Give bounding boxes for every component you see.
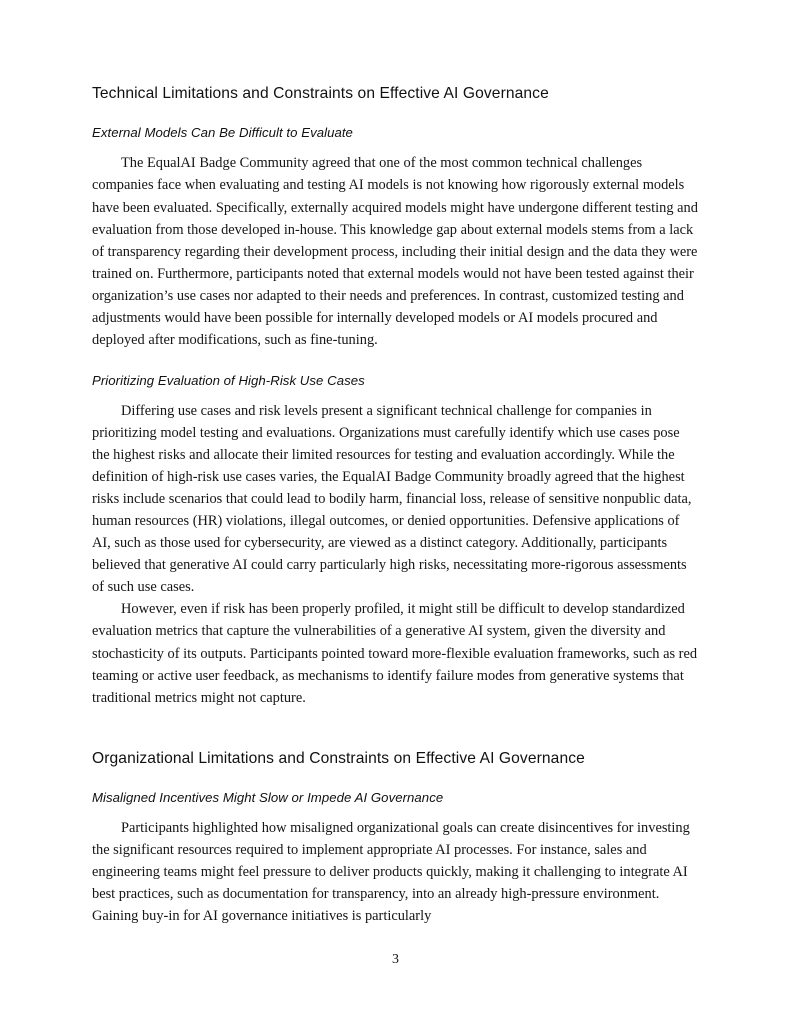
paragraph-misaligned-incentives: Participants highlighted how misaligned organizational goals can create disincentives for investing the significant resources required to implement appropriate AI processes. For instance, sales and engineering teams might feel pressure to deliver products quickly, making it challenging to integrate AI best practices, such as documentation for transparency, into an already high-pressure environment. Gaining buy-in for AI governance initiatives is particularly	[92, 820, 690, 925]
subheading-external-models: External Models Can Be Difficult to Evaluate	[92, 125, 353, 141]
spacer	[92, 769, 700, 789]
paragraph-standardized-metrics: However, even if risk has been properly profiled, it might still be difficult to develop standardized evaluation metrics that capture the vulnerabilities of a generative AI system, given the diversity and stochasticity of its outputs. Participants pointed toward more-flexible evaluation frameworks, such as red teaming or active user feedback, as mechanisms to identify failure modes from generative systems that traditional metrics might not capture.	[92, 601, 698, 706]
spacer	[92, 389, 700, 400]
spacer	[92, 806, 700, 817]
spacer	[92, 351, 700, 372]
spacer	[92, 104, 700, 124]
subheading-prioritizing-evaluation: Prioritizing Evaluation of High-Risk Use Cases	[92, 372, 365, 388]
subheading-misaligned-incentives: Misaligned Incentives Might Slow or Impede AI Governance	[92, 789, 444, 805]
paragraph-external-models: The EqualAI Badge Community agreed that one of the most common technical challenges companies face when evaluating and testing AI models is not knowing how rigorously external models have been evaluated. Specifically, externally acquired models might have undergone different testing and evaluation from those developed in-house. This knowledge gap about external models stems from a lack of transparency regarding their development process, including their initial design and the data they were trained on. Furthermore, participants noted that external models would not have been tested against their organization’s use cases nor adapted to their needs and preferences. In contrast, customized testing and adjustments would have been possible for internally developed models or AI models procured and deployed after modifications, such as fine-tuning.	[92, 155, 698, 348]
section-heading-organizational-limitations: Organizational Limitations and Constraints on Effective AI Governance	[92, 749, 585, 767]
paragraph-prioritizing-evaluation: Differing use cases and risk levels present a significant technical challenge for companies in prioritizing model testing and evaluations. Organizations must carefully identify which use cases pose the highest risks and allocate their limited resources for testing and evaluation accordingly. While the definition of high-risk use cases varies, the EqualAI Badge Community broadly agreed that the highest risks include scenarios that could lead to bodily harm, financial loss, release of sensitive nonpublic data, human resources (HR) violations, illegal outcomes, or denied opportunities. Defensive applications of AI, such as those used for cybersecurity, are viewed as a distinct category. Additionally, participants believed that generative AI could carry particularly high risks, necessitating more-rigorous assessments of such use cases.	[92, 403, 692, 596]
section-heading-technical-limitations: Technical Limitations and Constraints on Effective AI Governance	[92, 85, 549, 102]
document-body	[92, 84, 700, 927]
page-number: 3	[392, 952, 399, 967]
spacer	[92, 141, 700, 152]
spacer	[92, 709, 700, 749]
